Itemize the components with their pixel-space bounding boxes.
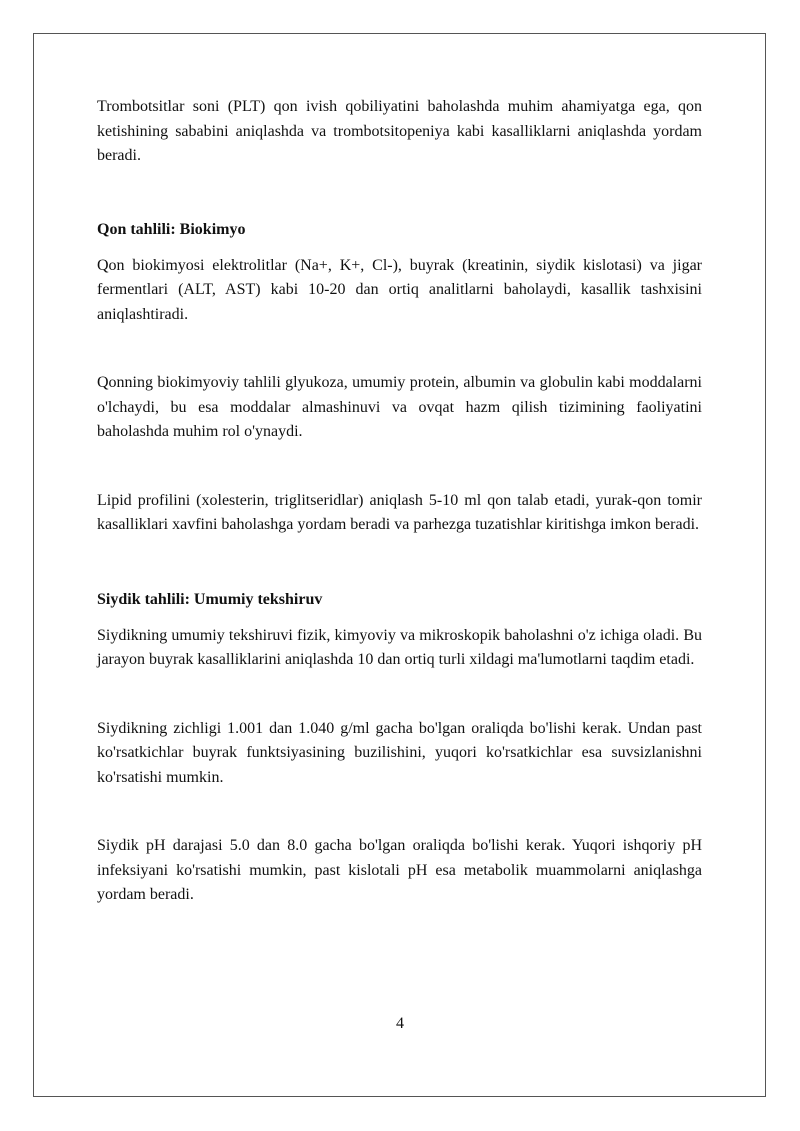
heading-urine-analysis: Siydik tahlili: Umumiy tekshiruv bbox=[97, 590, 323, 608]
paragraph-urine-density: Siydikning zichligi 1.001 dan 1.040 g/ml gacha bo'lgan oraliqda bo'lishi kerak. Undan past ko'rsatkichlar buyrak funktsiyasining buzilishini, yuqori ko'rsatkichlar esa suvsizlanishni ko'rsatishi mumkin. bbox=[97, 719, 702, 786]
paragraph-lipid-profile: Lipid profilini (xolesterin, triglitseridlar) aniqlash 5-10 ml qon talab etadi, yurak-qon tomir kasalliklari xavfini baholashga yordam beradi va parhezga tuzatishlar kiritishga imkon beradi. bbox=[97, 491, 702, 533]
paragraph-urine-ph: Siydik pH darajasi 5.0 dan 8.0 gacha bo'lgan oraliqda bo'lishi kerak. Yuqori ishqoriy pH infeksiyani ko'rsatishi mumkin, past kislotali pH esa metabolik muammolarni aniqlashga yordam beradi. bbox=[97, 837, 702, 903]
page-number: 4 bbox=[396, 1015, 404, 1032]
heading-blood-biochemistry: Qon tahlili: Biokimyo bbox=[97, 220, 246, 238]
paragraph-urine-general: Siydikning umumiy tekshiruvi fizik, kimyoviy va mikroskopik baholashni o'z ichiga oladi. Bu jarayon buyrak kasalliklarini aniqlashda 10 dan ortiq turli xildagi ma'lumotlarni taqdim etadi. bbox=[97, 626, 702, 668]
paragraph-electrolytes: Qon biokimyosi elektrolitlar (Na+, K+, Cl-), buyrak (kreatinin, siydik kislotasi) va jigar fermentlari (ALT, AST) kabi 10-20 dan ortiq analitlarni baholaydi, kasallik tashxisini aniqlashtiradi. bbox=[97, 256, 702, 323]
paragraph-biochemical-analysis: Qonning biokimyoviy tahlili glyukoza, umumiy protein, albumin va globulin kabi moddalarni o'lchaydi, bu esa moddalar almashinuvi va ovqat hazm qilish tizimining faoliyatini baholashda muhim rol o'ynaydi. bbox=[97, 374, 702, 440]
paragraph-platelets: Trombotsitlar soni (PLT) qon ivish qobiliyatini baholashda muhim ahamiyatga ega, qon ketishining sababini aniqlashda va trombotsitopeniya kabi kasalliklarni aniqlashda yordam beradi. bbox=[97, 98, 702, 164]
page-content bbox=[97, 95, 702, 908]
